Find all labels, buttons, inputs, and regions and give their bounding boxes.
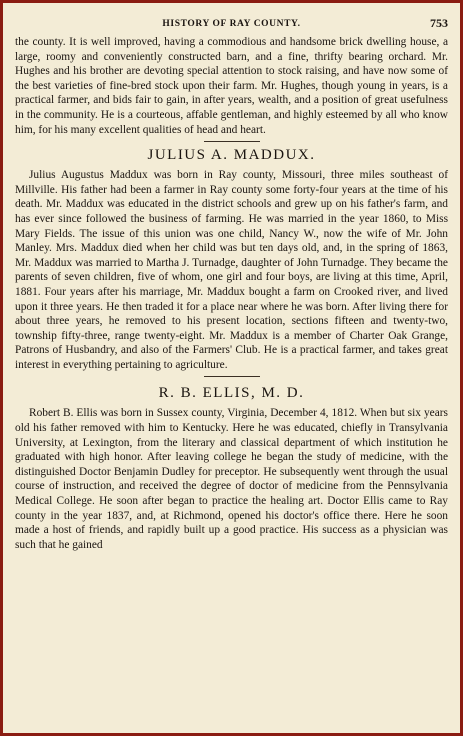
- section-divider: [204, 376, 260, 377]
- body-paragraph: the county. It is well improved, having a commodious and handsome brick dwelling house, a large, roomy and conveniently constructed barn, and a fine, thrifty bearing orchard. Mr. Hughes and his brother are devoting special attention to stock raising, and have now some of the best varieties of fine-bred stock upon their farm. Mr. Hughes, though young in years, is a practical farmer, and bids fair to gain, in after years, wealth, and a position of great usefulness in the community. He is a courteous, affable gentleman, and highly esteemed by all who know him, for his many excellent qualities of head and heart.: [15, 36, 448, 136]
- body-paragraph: Robert B. Ellis was born in Sussex county, Virginia, December 4, 1812. When but six years old his father removed with him to Kentucky. Here he was educated, chiefly in Transylvania University, at Lexington, from the literary and classical department of which institution he graduated with high honor. After leaving college he began the study of medicine, with the distinguished Doctor Benjamin Dudley for preceptor. He subsequently went through the usual course of instruction, and received the degree of doctor of medicine from the Pennsylvania Medical College. He soon after began to practice the healing art. Doctor Ellis came to Ray county in the year 1837, and, at Richmond, opened his doctor's office there. Here he soon made a host of friends, and rapidly built up a good practice. His success as a physician was such that he gained: [15, 407, 448, 551]
- running-head: HISTORY OF RAY COUNTY.: [162, 19, 301, 29]
- page-number: 753: [430, 16, 448, 30]
- body-paragraph: Julius Augustus Maddux was born in Ray county, Missouri, three miles southeast of Millville. His father had been a farmer in Ray county some forty-four years at the time of his death. Mr. Maddux was educated in the district schools and grew up on his father's farm, and has ever since followed the business of farming. He was married in the year 1860, to Miss Mary Fields. The issue of this union was one child, Nancy W., now the wife of Mr. John Manley. Mrs. Maddux died when her child was but ten days old, and, in the spring of 1863, Mr. Maddux was married to Martha J. Turnadge, daughter of John Turnadge. They became the parents of seven children, five of whom, one girl and four boys, are living at this time, April, 1881. Four years after his marriage, Mr. Maddux bought a farm on Crooked river, and lived upon it three years. He then traded it for a place near where he was born. After living there for about three years, he removed to his present location, sections fifteen and twenty-two, township fifty-three, range twenty-eight. Mr. Maddux is a member of Charter Oak Grange, Patrons of Husbandry, and also of the Farmers' Club. He is a practical farmer, and takes great interest in everything pertaining to agriculture.: [15, 169, 448, 371]
- section-heading: JULIUS A. MADDUX.: [147, 147, 316, 164]
- section-divider: [204, 141, 260, 142]
- section-heading: R. B. ELLIS, M. D.: [158, 385, 305, 402]
- page-header: [15, 13, 448, 35]
- book-page: [3, 3, 460, 733]
